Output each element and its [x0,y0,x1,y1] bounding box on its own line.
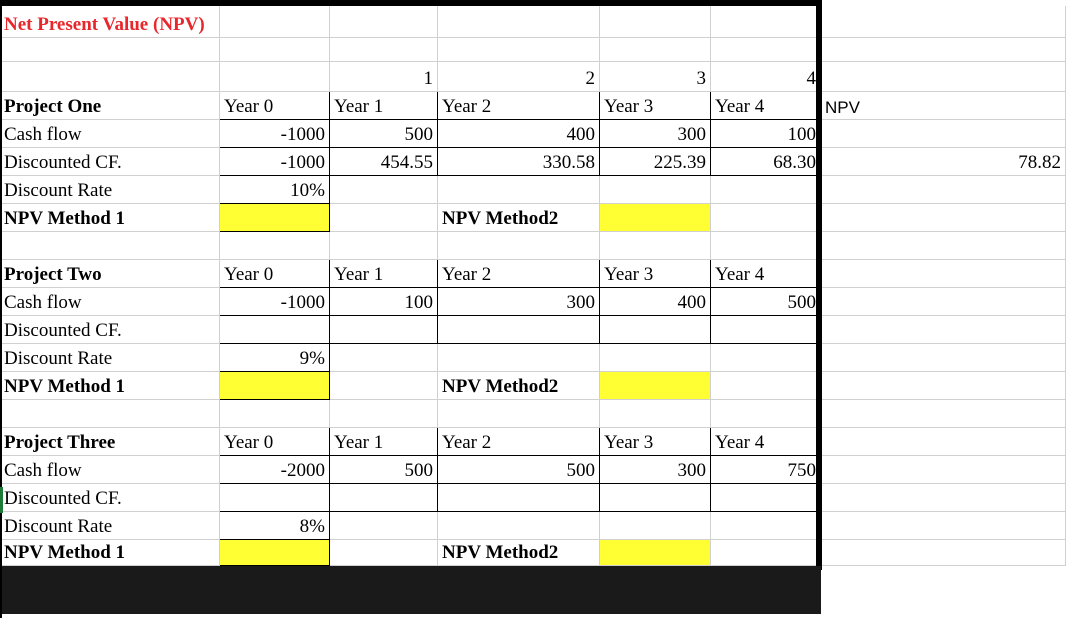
cell[interactable] [438,176,600,204]
cell[interactable] [821,6,1066,38]
cell[interactable] [220,232,330,260]
cell[interactable] [711,540,821,566]
discount-rate-value[interactable]: 10% [220,176,330,204]
cell[interactable] [330,400,438,428]
cash-flow-value[interactable]: -1000 [220,120,330,148]
cash-flow-value[interactable]: 300 [438,288,600,316]
discount-rate-label[interactable]: Discount Rate [0,176,220,204]
discounted-cf-value[interactable]: -1000 [220,148,330,176]
discount-rate-value[interactable]: 8% [220,512,330,540]
year-header[interactable]: Year 3 [600,260,711,288]
npv-method2-label[interactable]: NPV Method2 [438,540,600,566]
sheet-frame-top [0,0,821,6]
cell[interactable] [330,232,438,260]
cell[interactable] [330,372,438,400]
cell[interactable] [821,288,1066,316]
cell[interactable] [711,204,821,232]
cell[interactable] [711,344,821,372]
sheet-title[interactable]: Net Present Value (NPV) [0,6,330,38]
cash-flow-value[interactable]: 100 [711,120,821,148]
cell[interactable] [330,344,438,372]
cell[interactable] [600,400,711,428]
cell[interactable] [821,120,1066,148]
cell[interactable] [821,456,1066,484]
discounted-cf-label[interactable]: Discounted CF. [0,316,220,344]
cash-flow-value[interactable]: 500 [330,120,438,148]
cash-flow-label[interactable]: Cash flow [0,456,220,484]
year-header[interactable]: Year 1 [330,92,438,120]
cell[interactable] [600,38,711,62]
cash-flow-value[interactable]: 500 [711,288,821,316]
cell[interactable] [600,512,711,540]
npv-method1-input[interactable] [220,540,330,566]
cell[interactable] [821,428,1066,456]
year-header[interactable]: Year 2 [438,92,600,120]
discounted-cf-label[interactable]: Discounted CF. [0,148,220,176]
period-number[interactable]: 2 [438,62,600,92]
cell[interactable] [711,176,821,204]
year-header[interactable]: Year 1 [330,260,438,288]
cell[interactable] [330,176,438,204]
cash-flow-value[interactable]: 300 [600,456,711,484]
npv-method2-label[interactable]: NPV Method2 [438,204,600,232]
cell[interactable] [438,232,600,260]
year-header[interactable]: Year 3 [600,92,711,120]
cell[interactable] [330,512,438,540]
discounted-cf-value[interactable] [600,316,711,344]
period-number[interactable]: 1 [330,62,438,92]
project-name[interactable]: Project Two [0,260,220,288]
cell[interactable] [711,400,821,428]
cell[interactable] [821,204,1066,232]
sheet-frame-left [0,0,2,618]
npv-header[interactable]: NPV [821,92,1066,120]
cell[interactable] [821,232,1066,260]
discounted-cf-value[interactable]: 225.39 [600,148,711,176]
cell[interactable] [821,176,1066,204]
selection-marker [0,487,3,513]
cell[interactable] [821,540,1066,566]
cell[interactable] [821,260,1066,288]
cash-flow-value[interactable]: 400 [600,288,711,316]
discounted-cf-value[interactable] [438,484,600,512]
cell[interactable] [0,232,220,260]
cell[interactable] [821,372,1066,400]
discounted-cf-value[interactable]: 68.30 [711,148,821,176]
cell[interactable] [220,38,330,62]
year-header[interactable]: Year 2 [438,260,600,288]
discounted-cf-value[interactable] [711,484,821,512]
cell[interactable] [821,512,1066,540]
cash-flow-label[interactable]: Cash flow [0,288,220,316]
cell[interactable] [600,232,711,260]
cell[interactable] [711,512,821,540]
cash-flow-value[interactable]: 400 [438,120,600,148]
cash-flow-value[interactable]: 300 [600,120,711,148]
cell[interactable] [0,38,220,62]
cell[interactable] [0,62,220,92]
cell[interactable] [220,400,330,428]
cash-flow-value[interactable]: -1000 [220,288,330,316]
discount-rate-value[interactable]: 9% [220,344,330,372]
year-header[interactable]: Year 0 [220,92,330,120]
cell[interactable] [330,6,438,38]
cell[interactable] [438,38,600,62]
year-header[interactable]: Year 0 [220,428,330,456]
period-number[interactable]: 3 [600,62,711,92]
cell[interactable] [600,6,711,38]
project-name[interactable]: Project Three [0,428,220,456]
discounted-cf-value[interactable] [330,484,438,512]
discounted-cf-label[interactable]: Discounted CF. [0,484,220,512]
npv-result[interactable]: 78.82 [821,148,1066,176]
discounted-cf-value[interactable] [711,316,821,344]
cell[interactable] [821,38,1066,62]
cell[interactable] [821,62,1066,92]
cell[interactable] [821,344,1066,372]
npv-method2-input[interactable] [600,372,711,400]
cash-flow-value[interactable]: 750 [711,456,821,484]
cash-flow-value[interactable]: 500 [438,456,600,484]
cell[interactable] [600,344,711,372]
npv-method2-input[interactable] [600,204,711,232]
year-header[interactable]: Year 4 [711,260,821,288]
cell[interactable] [821,484,1066,512]
sheet-frame-right [816,0,822,570]
sheet-frame-bottom [0,566,821,614]
cash-flow-value[interactable]: 500 [330,456,438,484]
cell[interactable] [0,400,220,428]
discounted-cf-value[interactable] [600,484,711,512]
npv-method2-label[interactable]: NPV Method2 [438,372,600,400]
cell[interactable] [438,512,600,540]
cell[interactable] [711,372,821,400]
year-header[interactable]: Year 4 [711,92,821,120]
cell[interactable] [711,38,821,62]
cash-flow-label[interactable]: Cash flow [0,120,220,148]
discount-rate-label[interactable]: Discount Rate [0,344,220,372]
year-header[interactable]: Year 4 [711,428,821,456]
npv-method1-input[interactable] [220,204,330,232]
cell[interactable] [821,316,1066,344]
npv-method2-input[interactable] [600,540,711,566]
npv-method1-label[interactable]: NPV Method 1 [0,540,220,566]
period-number[interactable]: 4 [711,62,821,92]
cell[interactable] [330,38,438,62]
project-name[interactable]: Project One [0,92,220,120]
cell[interactable] [220,62,330,92]
cash-flow-value[interactable]: -2000 [220,456,330,484]
npv-method1-label[interactable]: NPV Method 1 [0,372,220,400]
discounted-cf-value[interactable] [330,316,438,344]
cell[interactable] [711,232,821,260]
year-header[interactable]: Year 3 [600,428,711,456]
discounted-cf-value[interactable]: 454.55 [330,148,438,176]
discounted-cf-value[interactable] [220,484,330,512]
discounted-cf-value[interactable] [220,316,330,344]
cell[interactable] [330,204,438,232]
cell[interactable] [711,6,821,38]
cash-flow-value[interactable]: 100 [330,288,438,316]
year-header[interactable]: Year 1 [330,428,438,456]
cell[interactable] [600,176,711,204]
discounted-cf-value[interactable]: 330.58 [438,148,600,176]
cell[interactable] [438,400,600,428]
npv-method1-label[interactable]: NPV Method 1 [0,204,220,232]
cell[interactable] [438,344,600,372]
discount-rate-label[interactable]: Discount Rate [0,512,220,540]
year-header[interactable]: Year 2 [438,428,600,456]
npv-method1-input[interactable] [220,372,330,400]
discounted-cf-value[interactable] [438,316,600,344]
cell[interactable] [438,6,600,38]
cell[interactable] [821,400,1066,428]
year-header[interactable]: Year 0 [220,260,330,288]
cell[interactable] [330,540,438,566]
